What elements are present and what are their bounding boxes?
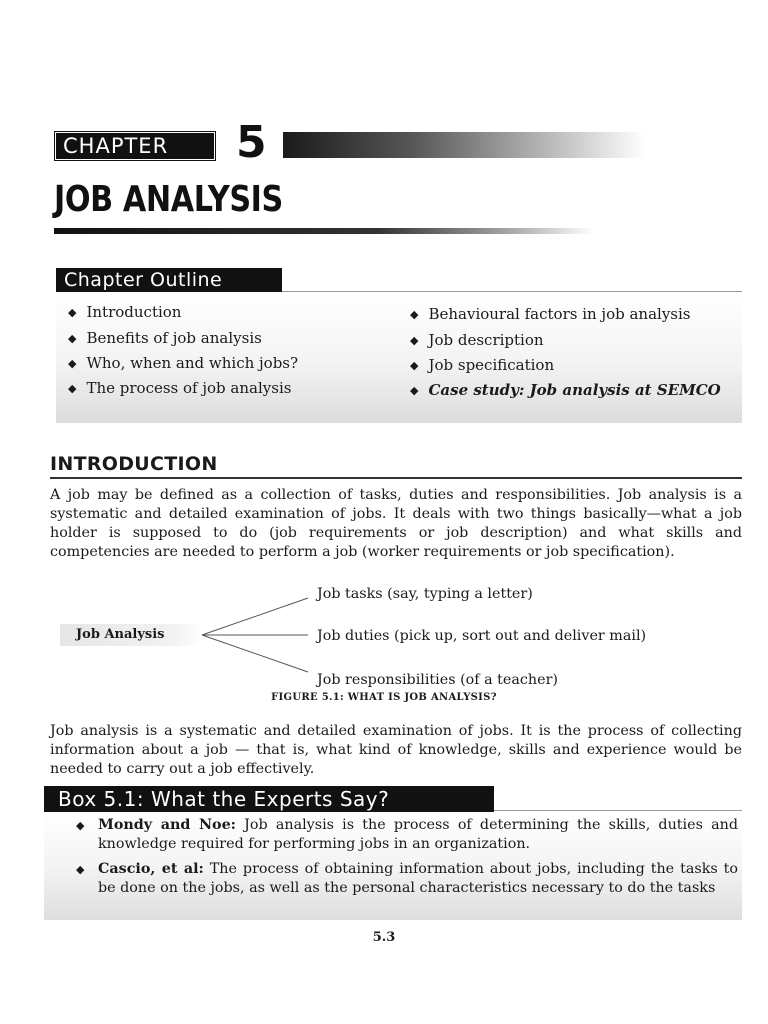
outline-item: ◆ Who, when and which jobs?: [68, 354, 299, 372]
figure-caption: FIGURE 5.1: WHAT IS JOB ANALYSIS?: [271, 692, 497, 703]
chapter-number: 5: [236, 117, 267, 168]
definition-paragraph: Job analysis is a systematic and detailed examination of jobs. It is the process of collecting information about a job — that is, what kind of knowledge, skills and experience would be needed to carry out a job effectively.: [50, 723, 742, 777]
figure-branch-responsibilities: Job responsibilities (of a teacher): [317, 672, 558, 688]
outline-item: ◆ Benefits of job analysis: [68, 329, 262, 347]
chapter-gradient-bar: [283, 132, 645, 158]
outline-item: ◆ Behavioural factors in job analysis: [410, 305, 691, 323]
figure-branch-duties: Job duties (pick up, sort out and deliver mail): [317, 628, 647, 644]
diamond-bullet-icon: ◆: [68, 306, 77, 319]
diamond-bullet-icon: ◆: [68, 357, 77, 370]
connector-line: [202, 635, 308, 672]
diamond-bullet-icon: ◆: [410, 334, 419, 347]
section-heading: INTRODUCTION: [50, 453, 218, 475]
expert-quote-text: Cascio, et al: The process of obtaining information about jobs, including the tasks to be done on the jobs, as well as the personal characteristics necessary to do the tasks: [98, 861, 739, 896]
figure-connector-lines: [196, 592, 318, 680]
outline-item-case-study: ◆ Case study: Job analysis at SEMCO: [410, 381, 721, 399]
outline-item: ◆ Job description: [410, 331, 544, 349]
outline-item: ◆ Job specification: [410, 356, 555, 374]
page-number: 5.3: [372, 930, 396, 945]
diamond-bullet-icon: ◆: [410, 359, 419, 372]
diamond-bullet-icon: ◆: [68, 382, 77, 395]
diamond-bullet-icon: ◆: [76, 819, 85, 832]
section-rule: [50, 477, 742, 479]
diamond-bullet-icon: ◆: [410, 308, 419, 321]
figure-branch-tasks: Job tasks (say, typing a letter): [317, 586, 533, 602]
outline-item: ◆ The process of job analysis: [68, 379, 292, 397]
outline-rule: [282, 291, 742, 292]
outline-item: ◆ Introduction: [68, 303, 182, 321]
title-rule: [54, 228, 594, 234]
diamond-bullet-icon: ◆: [76, 863, 85, 876]
expert-quote: [76, 860, 738, 898]
outline-heading: Chapter Outline: [56, 268, 282, 292]
expert-quote-text: Mondy and Noe: Job analysis is the process of determining the skills, duties and knowledge required for performing jobs in an organization.: [98, 817, 738, 852]
box-heading: Box 5.1: What the Experts Say?: [44, 786, 494, 812]
expert-author: Mondy and Noe:: [98, 817, 236, 833]
expert-author: Cascio, et al:: [98, 861, 204, 877]
diamond-bullet-icon: ◆: [410, 384, 419, 397]
chapter-label: CHAPTER: [56, 133, 214, 159]
chapter-title: JOB ANALYSIS: [54, 179, 283, 220]
connector-line: [202, 598, 308, 635]
intro-paragraph: A job may be defined as a collection of tasks, duties and responsibilities. Job analysis is a systematic and detailed examination of jobs. It deals with two things basically—what a job holder is supposed to do (job requirements or job description) and what skills and competencies are needed to perform a job (worker requirements or job specification).: [50, 487, 742, 560]
diamond-bullet-icon: ◆: [68, 332, 77, 345]
box-rule: [494, 810, 742, 811]
figure-center-label: Job Analysis: [60, 624, 202, 646]
expert-quote: [76, 816, 738, 854]
